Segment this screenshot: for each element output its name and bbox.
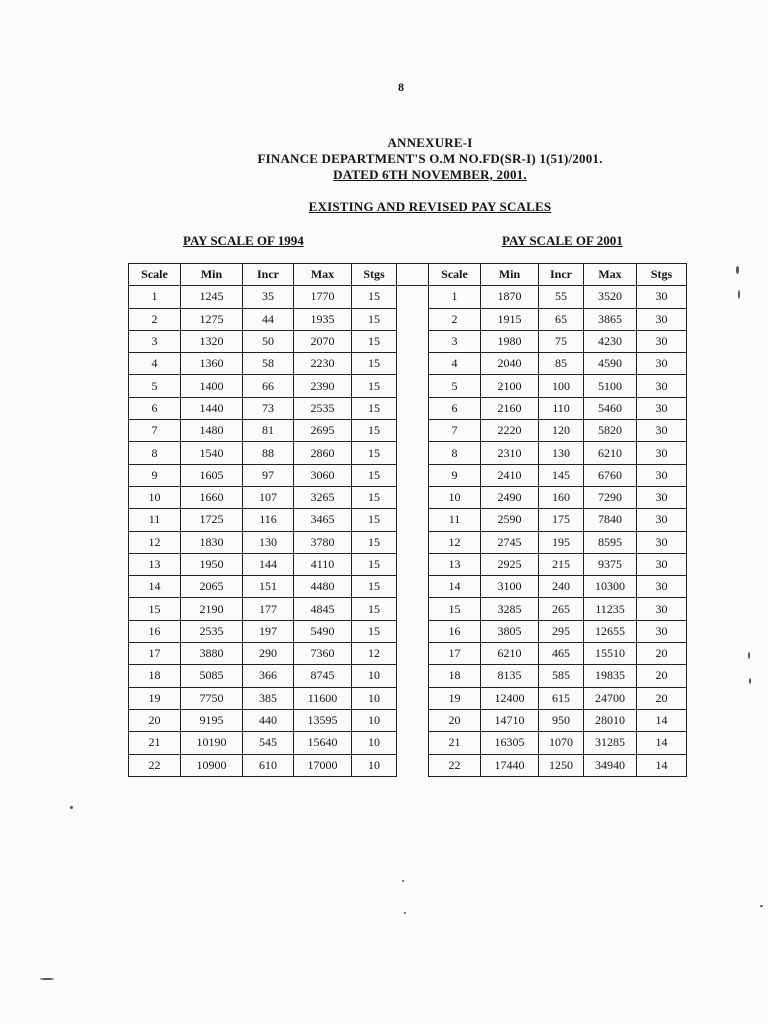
cell-2001-min: 2040 xyxy=(481,353,539,375)
cell-2001-incr: 465 xyxy=(539,643,584,665)
cell-1994-stgs: 15 xyxy=(352,553,397,575)
cell-2001-min: 2590 xyxy=(481,509,539,531)
cell-1994-stgs: 10 xyxy=(352,732,397,754)
cell-2001-stgs: 30 xyxy=(637,509,687,531)
cell-1994-min: 7750 xyxy=(181,687,243,709)
column-gap xyxy=(397,397,429,419)
cell-1994-stgs: 12 xyxy=(352,643,397,665)
col-header-scale-1994: Scale xyxy=(129,264,181,286)
cell-1994-incr: 385 xyxy=(243,687,294,709)
cell-2001-stgs: 20 xyxy=(637,687,687,709)
cell-2001-max: 5460 xyxy=(584,397,637,419)
table-header-row xyxy=(129,264,687,286)
pay-scale-1994-title: PAY SCALE OF 1994 xyxy=(183,233,304,248)
cell-2001-stgs: 30 xyxy=(637,353,687,375)
cell-2001-scale: 9 xyxy=(429,464,481,486)
cell-1994-scale: 5 xyxy=(129,375,181,397)
column-gap xyxy=(397,643,429,665)
cell-2001-stgs: 30 xyxy=(637,486,687,508)
cell-1994-incr: 366 xyxy=(243,665,294,687)
cell-1994-scale: 12 xyxy=(129,531,181,553)
cell-1994-min: 10900 xyxy=(181,754,243,776)
table-row xyxy=(129,397,687,419)
cell-1994-min: 1480 xyxy=(181,420,243,442)
cell-1994-max: 4110 xyxy=(294,553,352,575)
cell-2001-max: 10300 xyxy=(584,576,637,598)
table-row xyxy=(129,464,687,486)
column-gap xyxy=(397,420,429,442)
cell-2001-max: 28010 xyxy=(584,709,637,731)
cell-2001-scale: 20 xyxy=(429,709,481,731)
cell-1994-incr: 151 xyxy=(243,576,294,598)
col-header-stgs-2001: Stgs xyxy=(637,264,687,286)
cell-2001-max: 7840 xyxy=(584,509,637,531)
cell-1994-stgs: 10 xyxy=(352,687,397,709)
cell-1994-scale: 4 xyxy=(129,353,181,375)
column-gap xyxy=(397,308,429,330)
cell-1994-scale: 7 xyxy=(129,420,181,442)
cell-1994-min: 1320 xyxy=(181,330,243,352)
table-row xyxy=(129,643,687,665)
cell-2001-min: 12400 xyxy=(481,687,539,709)
cell-1994-max: 8745 xyxy=(294,665,352,687)
table-row xyxy=(129,509,687,531)
cell-2001-scale: 19 xyxy=(429,687,481,709)
cell-1994-stgs: 15 xyxy=(352,531,397,553)
table-row xyxy=(129,709,687,731)
cell-1994-max: 3780 xyxy=(294,531,352,553)
column-gap xyxy=(397,264,429,286)
table-row xyxy=(129,353,687,375)
cell-2001-max: 6210 xyxy=(584,442,637,464)
cell-1994-stgs: 15 xyxy=(352,598,397,620)
column-gap xyxy=(397,509,429,531)
cell-2001-min: 1915 xyxy=(481,308,539,330)
cell-2001-min: 3285 xyxy=(481,598,539,620)
cell-2001-incr: 160 xyxy=(539,486,584,508)
cell-1994-min: 1725 xyxy=(181,509,243,531)
cell-1994-scale: 1 xyxy=(129,286,181,308)
cell-1994-incr: 35 xyxy=(243,286,294,308)
cell-2001-scale: 12 xyxy=(429,531,481,553)
cell-1994-min: 9195 xyxy=(181,709,243,731)
cell-1994-stgs: 15 xyxy=(352,509,397,531)
cell-2001-incr: 195 xyxy=(539,531,584,553)
cell-2001-min: 16305 xyxy=(481,732,539,754)
cell-1994-stgs: 10 xyxy=(352,754,397,776)
cell-2001-stgs: 30 xyxy=(637,308,687,330)
cell-2001-stgs: 30 xyxy=(637,464,687,486)
cell-1994-min: 2190 xyxy=(181,598,243,620)
cell-2001-scale: 15 xyxy=(429,598,481,620)
cell-2001-max: 31285 xyxy=(584,732,637,754)
cell-1994-scale: 8 xyxy=(129,442,181,464)
cell-2001-incr: 215 xyxy=(539,553,584,575)
table-row xyxy=(129,531,687,553)
cell-1994-scale: 16 xyxy=(129,620,181,642)
col-header-incr-1994: Incr xyxy=(243,264,294,286)
cell-1994-min: 1660 xyxy=(181,486,243,508)
cell-1994-stgs: 15 xyxy=(352,375,397,397)
cell-1994-incr: 144 xyxy=(243,553,294,575)
cell-2001-scale: 22 xyxy=(429,754,481,776)
cell-1994-min: 5085 xyxy=(181,665,243,687)
cell-2001-min: 17440 xyxy=(481,754,539,776)
cell-2001-incr: 585 xyxy=(539,665,584,687)
cell-2001-scale: 14 xyxy=(429,576,481,598)
table-row xyxy=(129,620,687,642)
cell-2001-max: 34940 xyxy=(584,754,637,776)
cell-1994-scale: 6 xyxy=(129,397,181,419)
cell-2001-min: 2100 xyxy=(481,375,539,397)
cell-1994-scale: 19 xyxy=(129,687,181,709)
cell-1994-max: 2535 xyxy=(294,397,352,419)
cell-1994-min: 1245 xyxy=(181,286,243,308)
annexure-title: ANNEXURE-I xyxy=(387,135,473,150)
cell-1994-min: 1275 xyxy=(181,308,243,330)
scan-speck xyxy=(760,905,763,907)
table-row xyxy=(129,442,687,464)
table-row xyxy=(129,665,687,687)
cell-2001-stgs: 30 xyxy=(637,397,687,419)
cell-1994-scale: 15 xyxy=(129,598,181,620)
cell-2001-min: 2490 xyxy=(481,486,539,508)
scan-speck xyxy=(748,652,750,659)
cell-1994-max: 4480 xyxy=(294,576,352,598)
cell-1994-min: 1440 xyxy=(181,397,243,419)
document-subject: EXISTING AND REVISED PAY SCALES xyxy=(308,199,552,214)
cell-2001-min: 3805 xyxy=(481,620,539,642)
cell-2001-min: 3100 xyxy=(481,576,539,598)
cell-2001-min: 2310 xyxy=(481,442,539,464)
cell-2001-stgs: 30 xyxy=(637,620,687,642)
cell-1994-max: 3060 xyxy=(294,464,352,486)
cell-1994-scale: 11 xyxy=(129,509,181,531)
cell-2001-stgs: 20 xyxy=(637,643,687,665)
cell-2001-stgs: 14 xyxy=(637,732,687,754)
column-gap xyxy=(397,330,429,352)
cell-2001-stgs: 20 xyxy=(637,665,687,687)
col-header-min-2001: Min xyxy=(481,264,539,286)
cell-1994-max: 2390 xyxy=(294,375,352,397)
cell-1994-min: 1360 xyxy=(181,353,243,375)
table-row xyxy=(129,330,687,352)
cell-2001-max: 19835 xyxy=(584,665,637,687)
cell-2001-max: 5820 xyxy=(584,420,637,442)
cell-2001-min: 1980 xyxy=(481,330,539,352)
cell-1994-max: 3265 xyxy=(294,486,352,508)
table-row xyxy=(129,308,687,330)
cell-2001-incr: 130 xyxy=(539,442,584,464)
cell-2001-scale: 17 xyxy=(429,643,481,665)
cell-1994-min: 3880 xyxy=(181,643,243,665)
cell-2001-stgs: 30 xyxy=(637,286,687,308)
cell-1994-stgs: 10 xyxy=(352,709,397,731)
cell-2001-max: 3865 xyxy=(584,308,637,330)
cell-2001-incr: 240 xyxy=(539,576,584,598)
cell-1994-scale: 13 xyxy=(129,553,181,575)
cell-2001-scale: 4 xyxy=(429,353,481,375)
cell-2001-max: 3520 xyxy=(584,286,637,308)
cell-2001-incr: 110 xyxy=(539,397,584,419)
cell-2001-min: 2410 xyxy=(481,464,539,486)
column-gap xyxy=(397,687,429,709)
cell-2001-stgs: 30 xyxy=(637,531,687,553)
cell-2001-scale: 11 xyxy=(429,509,481,531)
column-gap xyxy=(397,665,429,687)
cell-1994-incr: 44 xyxy=(243,308,294,330)
cell-1994-max: 1770 xyxy=(294,286,352,308)
cell-2001-max: 11235 xyxy=(584,598,637,620)
cell-2001-scale: 8 xyxy=(429,442,481,464)
cell-2001-incr: 120 xyxy=(539,420,584,442)
cell-2001-max: 6760 xyxy=(584,464,637,486)
cell-2001-incr: 265 xyxy=(539,598,584,620)
cell-2001-scale: 1 xyxy=(429,286,481,308)
column-gap xyxy=(397,464,429,486)
cell-1994-min: 2065 xyxy=(181,576,243,598)
cell-1994-scale: 22 xyxy=(129,754,181,776)
cell-2001-scale: 13 xyxy=(429,553,481,575)
pay-scales-table xyxy=(128,263,687,777)
cell-1994-incr: 610 xyxy=(243,754,294,776)
cell-2001-stgs: 30 xyxy=(637,576,687,598)
cell-2001-max: 12655 xyxy=(584,620,637,642)
cell-2001-incr: 1070 xyxy=(539,732,584,754)
cell-1994-incr: 440 xyxy=(243,709,294,731)
cell-2001-incr: 65 xyxy=(539,308,584,330)
table-row xyxy=(129,375,687,397)
cell-2001-incr: 1250 xyxy=(539,754,584,776)
column-gap xyxy=(397,486,429,508)
cell-1994-scale: 20 xyxy=(129,709,181,731)
cell-2001-incr: 85 xyxy=(539,353,584,375)
cell-1994-scale: 3 xyxy=(129,330,181,352)
cell-2001-stgs: 14 xyxy=(637,709,687,731)
cell-2001-scale: 7 xyxy=(429,420,481,442)
cell-2001-stgs: 30 xyxy=(637,553,687,575)
cell-1994-stgs: 15 xyxy=(352,576,397,598)
cell-1994-scale: 18 xyxy=(129,665,181,687)
cell-2001-scale: 2 xyxy=(429,308,481,330)
table-row xyxy=(129,286,687,308)
cell-2001-scale: 16 xyxy=(429,620,481,642)
cell-1994-scale: 9 xyxy=(129,464,181,486)
cell-1994-min: 1605 xyxy=(181,464,243,486)
cell-2001-incr: 100 xyxy=(539,375,584,397)
cell-1994-max: 4845 xyxy=(294,598,352,620)
cell-1994-incr: 116 xyxy=(243,509,294,531)
scan-speck xyxy=(736,266,739,274)
cell-1994-max: 7360 xyxy=(294,643,352,665)
cell-1994-incr: 130 xyxy=(243,531,294,553)
cell-2001-incr: 615 xyxy=(539,687,584,709)
table-row xyxy=(129,553,687,575)
column-gap xyxy=(397,576,429,598)
column-gap xyxy=(397,732,429,754)
cell-2001-min: 2160 xyxy=(481,397,539,419)
table-row xyxy=(129,687,687,709)
table-row xyxy=(129,420,687,442)
cell-1994-max: 2070 xyxy=(294,330,352,352)
cell-1994-stgs: 15 xyxy=(352,397,397,419)
cell-1994-incr: 73 xyxy=(243,397,294,419)
cell-2001-max: 24700 xyxy=(584,687,637,709)
cell-1994-incr: 177 xyxy=(243,598,294,620)
cell-1994-stgs: 15 xyxy=(352,486,397,508)
cell-1994-max: 15640 xyxy=(294,732,352,754)
cell-2001-max: 4230 xyxy=(584,330,637,352)
col-header-max-2001: Max xyxy=(584,264,637,286)
cell-1994-max: 17000 xyxy=(294,754,352,776)
cell-2001-max: 15510 xyxy=(584,643,637,665)
scan-speck xyxy=(40,978,54,980)
cell-1994-stgs: 15 xyxy=(352,620,397,642)
col-header-min-1994: Min xyxy=(181,264,243,286)
scan-speck xyxy=(749,678,751,684)
cell-1994-max: 5490 xyxy=(294,620,352,642)
cell-1994-incr: 290 xyxy=(243,643,294,665)
table-row xyxy=(129,732,687,754)
cell-2001-scale: 21 xyxy=(429,732,481,754)
cell-2001-incr: 950 xyxy=(539,709,584,731)
cell-1994-scale: 21 xyxy=(129,732,181,754)
cell-1994-min: 1830 xyxy=(181,531,243,553)
cell-2001-incr: 145 xyxy=(539,464,584,486)
cell-2001-min: 2925 xyxy=(481,553,539,575)
table-row xyxy=(129,754,687,776)
table-row xyxy=(129,598,687,620)
table-row xyxy=(129,576,687,598)
cell-1994-scale: 14 xyxy=(129,576,181,598)
column-gap xyxy=(397,754,429,776)
cell-2001-stgs: 30 xyxy=(637,420,687,442)
scan-speck xyxy=(70,806,73,809)
cell-1994-incr: 197 xyxy=(243,620,294,642)
dated-line: DATED 6TH NOVEMBER, 2001. xyxy=(333,167,527,182)
cell-1994-stgs: 15 xyxy=(352,464,397,486)
cell-1994-stgs: 15 xyxy=(352,420,397,442)
cell-2001-scale: 5 xyxy=(429,375,481,397)
cell-2001-max: 9375 xyxy=(584,553,637,575)
scan-speck xyxy=(738,290,740,299)
scan-speck xyxy=(404,912,406,914)
cell-2001-max: 8595 xyxy=(584,531,637,553)
cell-2001-min: 14710 xyxy=(481,709,539,731)
cell-1994-max: 2230 xyxy=(294,353,352,375)
column-gap xyxy=(397,531,429,553)
column-gap xyxy=(397,353,429,375)
cell-1994-scale: 10 xyxy=(129,486,181,508)
cell-1994-incr: 97 xyxy=(243,464,294,486)
cell-1994-max: 3465 xyxy=(294,509,352,531)
cell-2001-incr: 295 xyxy=(539,620,584,642)
cell-1994-incr: 88 xyxy=(243,442,294,464)
column-gap xyxy=(397,620,429,642)
cell-2001-incr: 175 xyxy=(539,509,584,531)
cell-2001-stgs: 30 xyxy=(637,598,687,620)
cell-2001-stgs: 30 xyxy=(637,442,687,464)
cell-2001-max: 7290 xyxy=(584,486,637,508)
cell-2001-scale: 18 xyxy=(429,665,481,687)
cell-2001-min: 1870 xyxy=(481,286,539,308)
cell-1994-stgs: 15 xyxy=(352,308,397,330)
cell-2001-stgs: 14 xyxy=(637,754,687,776)
cell-1994-min: 10190 xyxy=(181,732,243,754)
column-gap xyxy=(397,375,429,397)
scan-speck xyxy=(402,880,404,882)
cell-2001-min: 8135 xyxy=(481,665,539,687)
pay-scale-2001-title: PAY SCALE OF 2001 xyxy=(502,233,623,248)
cell-2001-stgs: 30 xyxy=(637,330,687,352)
cell-2001-incr: 55 xyxy=(539,286,584,308)
cell-1994-stgs: 15 xyxy=(352,442,397,464)
cell-1994-stgs: 15 xyxy=(352,330,397,352)
cell-2001-max: 5100 xyxy=(584,375,637,397)
cell-1994-max: 2695 xyxy=(294,420,352,442)
col-header-max-1994: Max xyxy=(294,264,352,286)
col-header-incr-2001: Incr xyxy=(539,264,584,286)
col-header-scale-2001: Scale xyxy=(429,264,481,286)
cell-2001-min: 2220 xyxy=(481,420,539,442)
cell-1994-incr: 58 xyxy=(243,353,294,375)
cell-2001-scale: 3 xyxy=(429,330,481,352)
cell-2001-max: 4590 xyxy=(584,353,637,375)
cell-1994-incr: 50 xyxy=(243,330,294,352)
column-gap xyxy=(397,442,429,464)
cell-2001-min: 6210 xyxy=(481,643,539,665)
cell-1994-incr: 66 xyxy=(243,375,294,397)
cell-2001-incr: 75 xyxy=(539,330,584,352)
cell-2001-min: 2745 xyxy=(481,531,539,553)
cell-1994-max: 2860 xyxy=(294,442,352,464)
office-memorandum-line: FINANCE DEPARTMENT'S O.M NO.FD(SR-I) 1(51)/2001. xyxy=(257,151,603,166)
cell-1994-min: 1400 xyxy=(181,375,243,397)
cell-1994-min: 1540 xyxy=(181,442,243,464)
col-header-stgs-1994: Stgs xyxy=(352,264,397,286)
cell-1994-max: 1935 xyxy=(294,308,352,330)
cell-2001-scale: 6 xyxy=(429,397,481,419)
column-gap xyxy=(397,553,429,575)
page-number: 8 xyxy=(398,80,404,94)
column-gap xyxy=(397,598,429,620)
cell-1994-stgs: 15 xyxy=(352,353,397,375)
cell-1994-incr: 81 xyxy=(243,420,294,442)
cell-1994-min: 2535 xyxy=(181,620,243,642)
table-row xyxy=(129,486,687,508)
cell-1994-max: 11600 xyxy=(294,687,352,709)
cell-1994-scale: 17 xyxy=(129,643,181,665)
cell-1994-incr: 107 xyxy=(243,486,294,508)
cell-1994-max: 13595 xyxy=(294,709,352,731)
cell-2001-scale: 10 xyxy=(429,486,481,508)
cell-1994-stgs: 15 xyxy=(352,286,397,308)
cell-1994-scale: 2 xyxy=(129,308,181,330)
cell-2001-stgs: 30 xyxy=(637,375,687,397)
column-gap xyxy=(397,709,429,731)
cell-1994-incr: 545 xyxy=(243,732,294,754)
cell-1994-stgs: 10 xyxy=(352,665,397,687)
cell-1994-min: 1950 xyxy=(181,553,243,575)
column-gap xyxy=(397,286,429,308)
